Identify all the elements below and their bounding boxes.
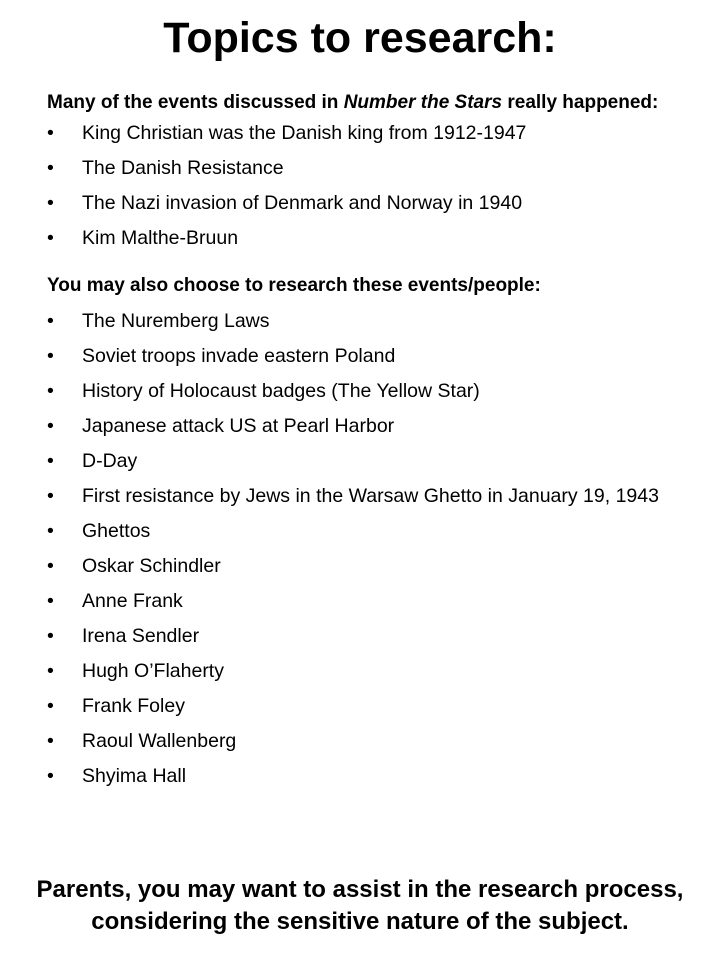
list-item — [47, 121, 687, 145]
list-item — [47, 519, 687, 543]
also-topics-list — [47, 309, 687, 788]
list-item — [47, 624, 687, 648]
list-item-text: Anne Frank — [82, 590, 183, 612]
list-item — [47, 344, 687, 368]
list-item — [47, 379, 687, 403]
intro-before: Many of the events discussed in — [47, 92, 344, 113]
list-item-text: Kim Malthe-Bruun — [82, 227, 239, 249]
bullet-icon: • — [47, 625, 54, 647]
list-item-text: Ghettos — [82, 520, 151, 542]
list-item — [47, 659, 687, 683]
bullet-icon: • — [47, 415, 54, 437]
bullet-icon: • — [47, 485, 54, 507]
bullet-icon: • — [47, 122, 54, 144]
parents-note: Parents, you may want to assist in the research process, considering the sensitive nature of the subject. — [36, 876, 684, 935]
bullet-icon: • — [47, 310, 54, 332]
list-item-text: King Christian was the Danish king from 1912-1947 — [82, 122, 527, 144]
list-item — [47, 554, 687, 578]
list-item — [47, 191, 687, 215]
bullet-icon: • — [47, 695, 54, 717]
list-item — [47, 226, 687, 250]
list-item — [47, 484, 687, 508]
list-item-text: Frank Foley — [82, 695, 185, 717]
bullet-icon: • — [47, 380, 54, 402]
bullet-icon: • — [47, 660, 54, 682]
list-item-text: Shyima Hall — [82, 765, 187, 787]
list-item — [47, 414, 687, 438]
content-body — [47, 88, 687, 799]
list-item-text: The Danish Resistance — [82, 157, 284, 179]
bullet-icon: • — [47, 192, 54, 214]
list-item-text: D-Day — [82, 450, 138, 472]
list-item-text: Soviet troops invade eastern Poland — [82, 345, 396, 367]
list-item — [47, 156, 687, 180]
also-heading: You may also choose to research these events/people: — [47, 275, 541, 296]
list-item-text: First resistance by Jews in the Warsaw Ghetto in January 19, 1943 — [82, 485, 659, 507]
list-item-text: History of Holocaust badges (The Yellow Star) — [82, 380, 480, 402]
bullet-icon: • — [47, 555, 54, 577]
book-title: Number the Stars — [343, 92, 503, 113]
list-item-text: The Nuremberg Laws — [82, 310, 270, 332]
intro-after: really happened: — [502, 92, 659, 113]
page-title: Topics to research: — [163, 14, 557, 62]
events-list — [47, 121, 687, 250]
list-item-text: The Nazi invasion of Denmark and Norway in 1940 — [82, 192, 523, 214]
list-item — [47, 764, 687, 788]
bullet-icon: • — [47, 227, 54, 249]
list-item — [47, 729, 687, 753]
bullet-icon: • — [47, 450, 54, 472]
list-item — [47, 449, 687, 473]
bullet-icon: • — [47, 730, 54, 752]
list-item — [47, 694, 687, 718]
list-item — [47, 309, 687, 333]
bullet-icon: • — [47, 590, 54, 612]
list-item-text: Oskar Schindler — [82, 555, 221, 577]
list-item-text: Japanese attack US at Pearl Harbor — [82, 415, 395, 437]
list-item-text: Raoul Wallenberg — [82, 730, 237, 752]
list-item-text: Hugh O’Flaherty — [82, 660, 224, 682]
list-item — [47, 589, 687, 613]
bullet-icon: • — [47, 345, 54, 367]
intro-text — [47, 88, 687, 117]
bullet-icon: • — [47, 765, 54, 787]
list-item-text: Irena Sendler — [82, 625, 200, 647]
bullet-icon: • — [47, 157, 54, 179]
bullet-icon: • — [47, 520, 54, 542]
